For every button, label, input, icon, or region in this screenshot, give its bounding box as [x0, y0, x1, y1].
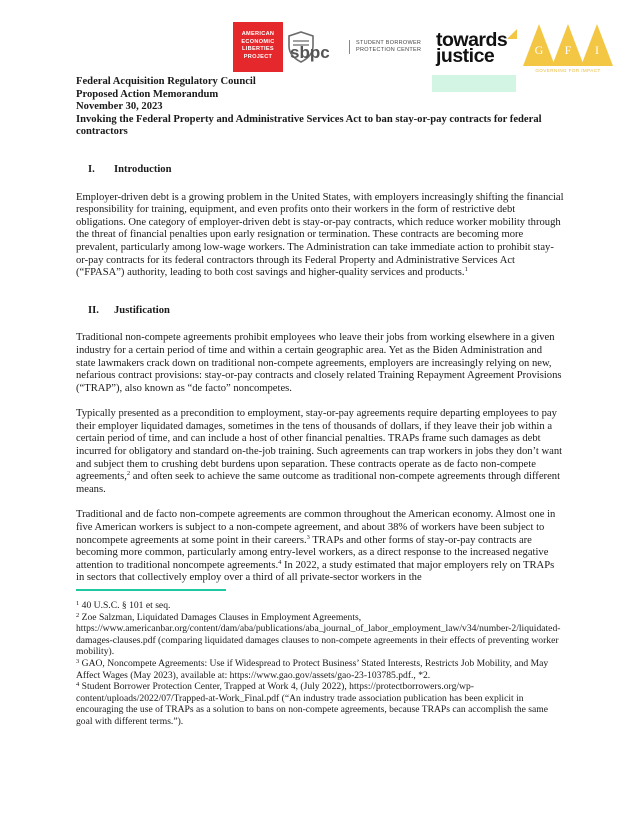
footnote-1	[76, 600, 564, 612]
section-number: I.	[88, 163, 95, 175]
section-1-paragraph	[76, 192, 564, 280]
footnotes	[76, 600, 564, 728]
section-2-paragraph-2	[76, 408, 564, 496]
tj-logo-text: towards	[436, 29, 508, 51]
tj-flag-icon	[507, 29, 517, 39]
aelp-logo	[233, 22, 283, 72]
paragraph-text: TRAPs and other forms of stay-or-pay contracts are becoming more common, particularly among entry-level workers, as a direct response to the increased negative attention to traditional noncompete agreements.	[76, 534, 549, 571]
sbpc-logo	[287, 28, 427, 68]
footnote-4	[76, 681, 564, 727]
tj-logo-text: justice	[436, 45, 495, 67]
header-date: November 30, 2023	[76, 101, 163, 113]
section-2-paragraph-3	[76, 509, 564, 585]
sbpc-divider	[349, 40, 350, 54]
footnote-ref: 2	[126, 470, 131, 478]
gfi-logo	[521, 22, 615, 72]
header-doc-type: Proposed Action Memorandum	[76, 88, 219, 100]
section-2-heading	[76, 305, 564, 318]
sbpc-mark-icon	[287, 30, 347, 66]
section-1-heading	[76, 164, 564, 177]
footnote-number: 2	[76, 611, 80, 619]
header-subject: Invoking the Federal Property and Administrative Services Act to ban stay-or-pay contracts for federal contractors	[76, 113, 542, 138]
aelp-logo-text: AMERICAN	[241, 31, 275, 37]
gfi-tagline: GOVERNING FOR IMPACT	[535, 68, 601, 73]
section-title: Introduction	[114, 163, 172, 175]
aelp-logo-text: PROJECT	[243, 53, 273, 60]
aelp-logo-text: LIBERTIES	[242, 46, 274, 53]
sbpc-text-line: STUDENT BORROWER	[356, 40, 422, 46]
footnote-rule	[76, 589, 226, 591]
footnote-ref: 4	[278, 558, 282, 566]
footnote-text: 40 U.S.C. § 101 et seq.	[79, 600, 171, 611]
footnote-3	[76, 658, 564, 681]
gfi-letter: G	[534, 43, 544, 57]
footnote-ref: 1	[464, 266, 468, 274]
footnote-text: GAO, Noncompete Agreements: Use if Widespread to Protect Business’ Stated Interests, Restricts Job Mobility, and May Affect Wages (May 2023), available at: https://www.gao.gov/assets/gao-23-103785.pdf., *2.	[76, 657, 549, 681]
footnote-text: Student Borrower Protection Center, Trapped at Work 4, (July 2022), https://protectborrowers.org/wp-content/uploads/2022/07/Trapped-at-Work_Final.pdf (“An industry trade association publication has been explicit in encouraging the use of TRAPs as a solution to bans on non-compete agreements, because TRAPs can accomplish the same goal with different terms.”).	[76, 681, 549, 727]
footnote-number: 4	[76, 681, 80, 689]
sbpc-logo-text	[356, 40, 431, 54]
paragraph-text: Typically presented as a precondition to employment, stay-or-pay agreements require departing employees to pay their employer liquidated damages, sometimes in the tens of thousands of dollars, if they leave their job within a certain period of time, and can include a host of other financial penalties. TRAPs frame such damages as debt incurred for obligatory and standard on-the-job training. Such agreements can trap workers in jobs they don’t want and subject them to crushing debt burdens upon separation. These contracts operate as de facto non-compete agreements,	[76, 408, 563, 483]
gfi-letter: I	[595, 43, 599, 57]
sbpc-text-line: PROTECTION CENTER	[356, 47, 422, 53]
section-number: II.	[88, 304, 99, 316]
footnote-number: 3	[76, 657, 80, 665]
gfi-letter: F	[564, 43, 572, 57]
paragraph-text: Employer-driven debt is a growing problem in the United States, with employers increasingly shifting the financial responsibility for training, equipment, and even profits onto their workers in the form of restrictive debt obligations. One category of employer-driven debt is stay-or-pay contracts, which reduce worker mobility through the threat of financial penalties upon early resignation or termination. These contracts are becoming more prevalent, particularly among low-wage workers. The Administration can take immediate action to prohibit stay-or-pay contracts for its federal contractors through its Federal Property and Administrative Services Act (“FPASA”) authority, leading to both cost savings and higher-quality services and products.	[76, 191, 564, 279]
paragraph-text: and often seek to achieve the same outcome as traditional non-compete agreements through different means.	[76, 471, 561, 495]
section-2-paragraph-1: Traditional non-compete agreements prohibit employees who leave their jobs from working elsewhere in a given industry for a certain period of time and within a certain geographic area. Yet as the Biden Administration and state lawmakers crack down on traditional non-compete agreements, employers are increasingly relying on new, nefarious contract provisions: stay-or-pay contracts and closely related Training Repayment Agreement Provisions (“TRAP”), also known as “de facto” noncompetes.	[76, 332, 562, 394]
sbpc-mark-text: sbpc	[290, 43, 330, 62]
section-title: Justification	[114, 304, 170, 316]
memo-body	[76, 76, 564, 728]
footnote-number: 1	[76, 600, 80, 607]
footnote-text: Zoe Salzman, Liquidated Damages Clauses in Employment Agreements, https://www.americanbar.org/content/dam/aba/publications/aba_journal_of_labor_employment_law/v34/number-2/liquidated-damages-clauses.pdf (comparing liquidated damages clauses to non-compete agreements in their effects of preventing worker mobility).	[76, 611, 561, 658]
aelp-logo-text: ECONOMIC	[241, 38, 275, 45]
paragraph-text: In 2022, a study estimated that major employers rely on TRAPs in sectors that collectively employ over a third of all private-sector workers in the	[76, 559, 555, 584]
paragraph-text: Traditional and de facto non-compete agreements are common throughout the American economy. Almost one in five American workers is subject to a non-compete agreement, and about 38% of workers have been subject to noncompete agreements at some point in their careers.	[76, 509, 556, 546]
footnote-ref: 3	[306, 533, 310, 541]
footnote-2	[76, 612, 564, 658]
towards-justice-logo	[436, 29, 508, 67]
header-council: Federal Acquisition Regulatory Council	[76, 76, 256, 87]
